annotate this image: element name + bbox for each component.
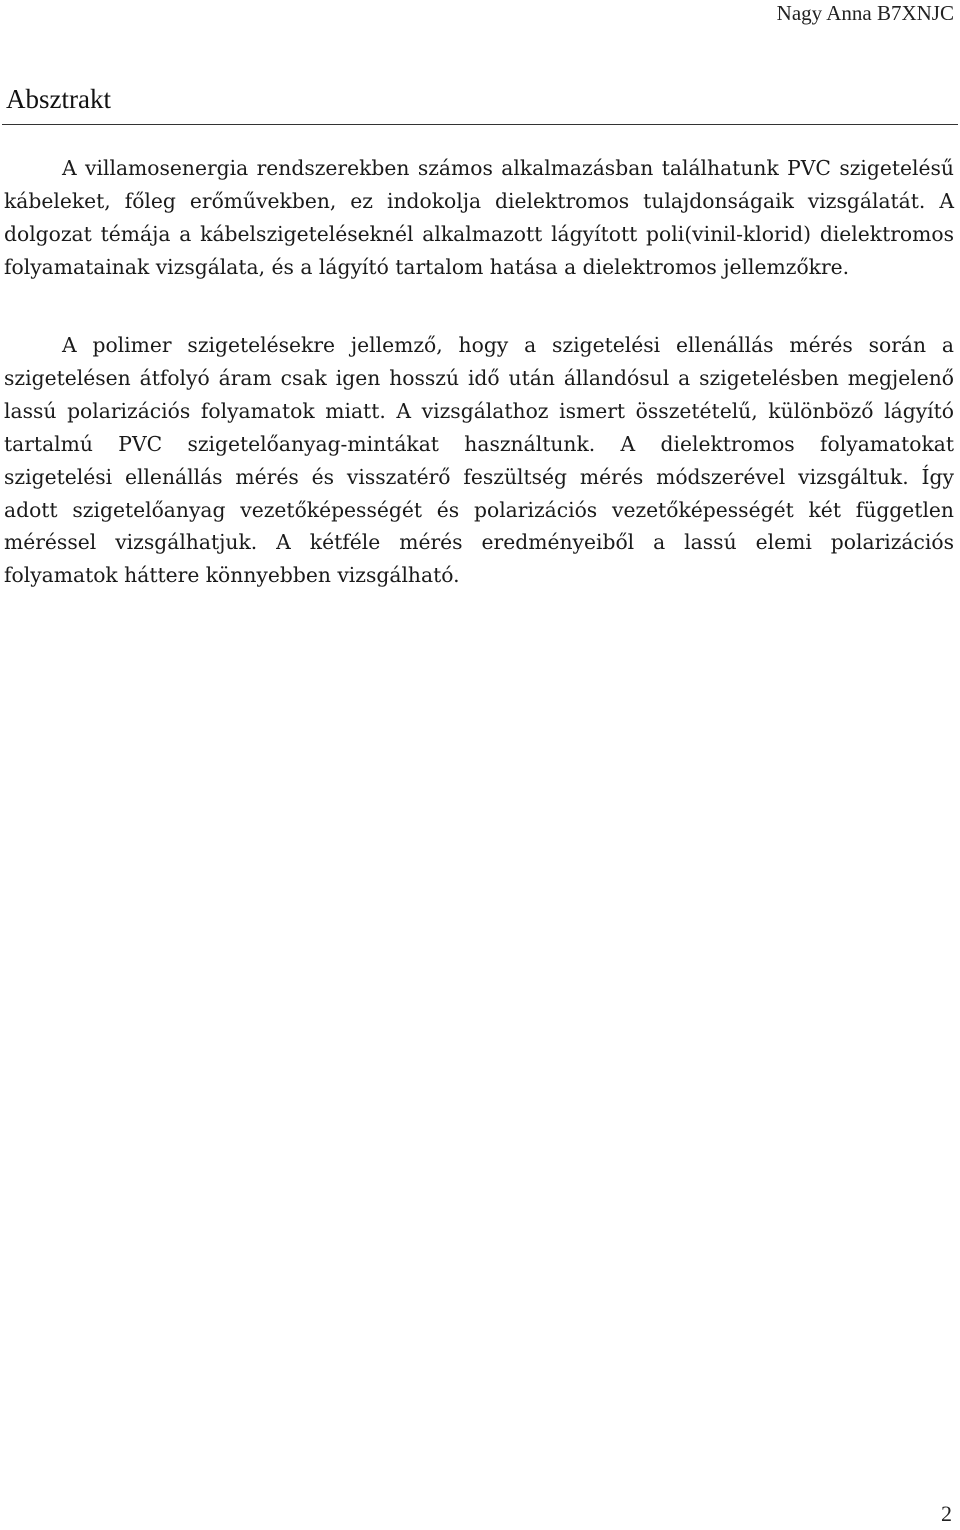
section-title: Absztrakt [6,84,111,114]
abstract-paragraph-1: A villamosenergia rendszerekben számos alkalmazásban találhatunk PVC szigetelésű kábeleket, főleg erőművekben, ez indokolja dielektromos tulajdonságaik vizsgálatát. A dolgozat témája a kábelszigeteléseknél alkalmazott lágyított poli(vinil-klorid) dielektromos folyamatainak vizsgálata, és a lágyító tartalom hatása a dielektromos jellemzőkre. [4,156,954,279]
page-number: 2 [941,1501,952,1526]
title-underline-rule [2,124,958,125]
page-header-author: Nagy Anna B7XNJC [776,1,954,25]
abstract-paragraph-2: A polimer szigetelésekre jellemző, hogy a szigetelési ellenállás mérés során a szigetelésen átfolyó áram csak igen hosszú idő után állandósul a szigetelésben megjelenő lassú polarizációs folyamatok miatt. A vizsgálathoz ismert összetételű, különböző lágyító tartalmú PVC szigetelőanyag-mintákat használtunk. A dielektromos folyamatokat szigetelési ellenállás mérés és visszatérő feszültség mérés módszerével vizsgáltuk. Így adott szigetelőanyag vezetőképességét és polarizációs vezetőképességét két független méréssel vizsgálhatjuk. A kétféle mérés eredményeiből a lassú elemi polarizációs folyamatok háttere könnyebben vizsgálható. [4,333,954,588]
